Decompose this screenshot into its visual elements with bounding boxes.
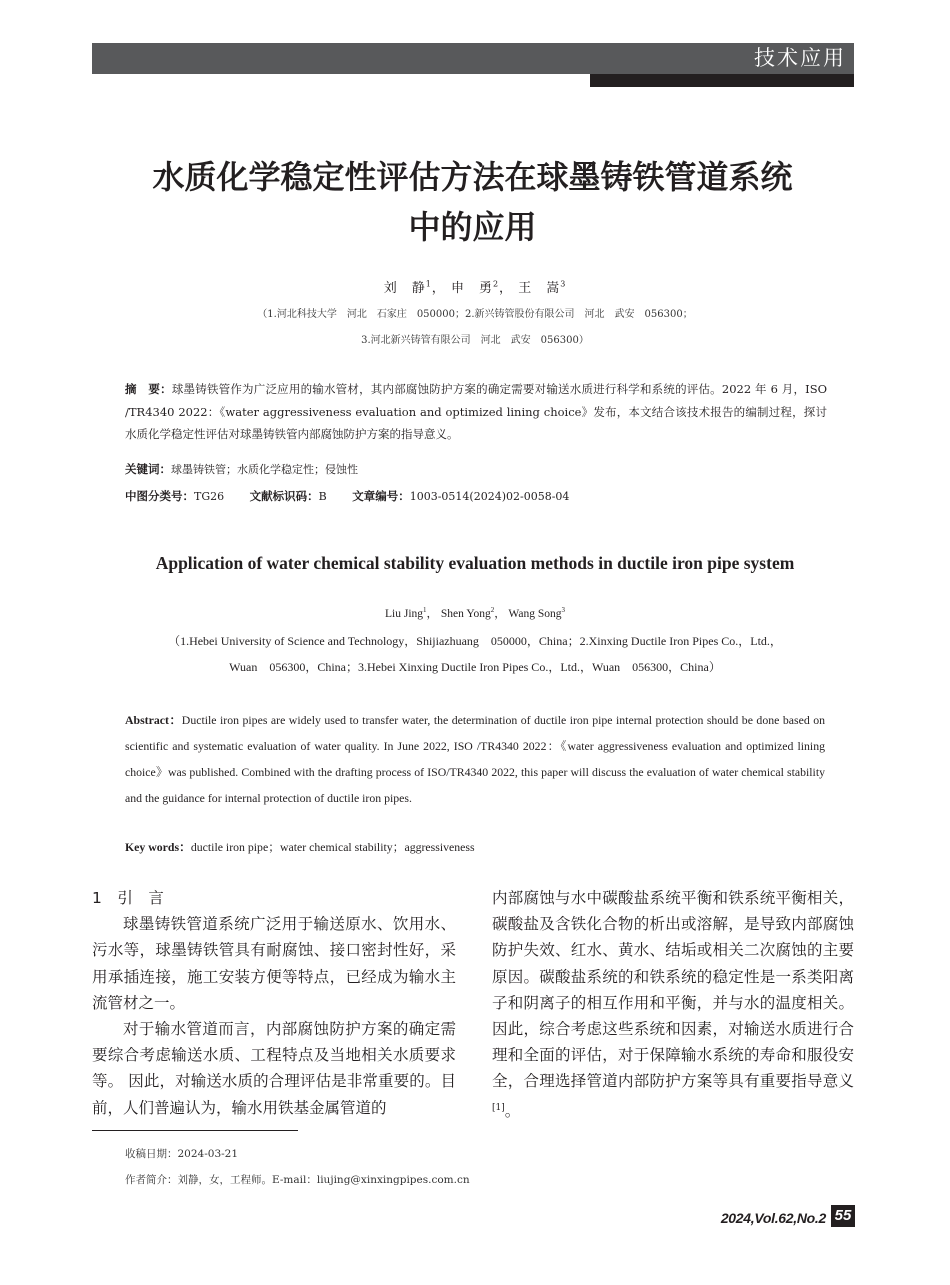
page-number: 55 xyxy=(831,1205,855,1227)
footnote-rule xyxy=(92,1130,298,1131)
affiliation-en-line-1: （1.Hebei University of Science and Technology，Shijiazhuang 050000，China；2.Xinxing Ductile Iron Pipes Co.，Ltd.， xyxy=(168,634,782,648)
keywords-cn xyxy=(125,461,358,477)
author-en-sup: 1 xyxy=(423,606,427,615)
section-heading: 1 引 言 xyxy=(92,889,164,907)
author-name: 申 勇 xyxy=(450,281,493,296)
title-line-2: 中的应用 xyxy=(408,208,537,246)
author-name: 刘 静 xyxy=(383,281,426,296)
doc-code-value: B xyxy=(318,490,327,503)
section-label: 技术应用 xyxy=(754,46,846,70)
journal-issue: 2024,Vol.62,No.2 xyxy=(720,1210,826,1226)
author-en-sup: 2 xyxy=(490,606,495,615)
author-en-sup: 3 xyxy=(561,606,565,615)
footnote-received: 收稿日期：2024-03-21 xyxy=(125,1148,239,1160)
body-paragraph-text: 内部腐蚀与水中碳酸盐系统平衡和铁系统平衡相关，碳酸盐及含铁化合物的析出或溶解，是导致内部腐蚀防护失效、红水、黄水、结垢或相关二次腐蚀的主要原因。碳酸盐系统的和铁系统的稳定性是一系类阳离子和阴离子的相互作用和平衡，并与水的温度相关。因此，综合考虑这些系统和因素，对输送水质进行合理和全面的评估，对于保障输水系统的寿命和服役安全，合理选择管道内部防护方案等具有重要指导意义 xyxy=(492,889,854,1091)
body-column-right xyxy=(492,885,854,1124)
affiliation-en-line-2: Wuan 056300，China；3.Hebei Xinxing Ductile Iron Pipes Co.，Ltd.，Wuan 056300，China） xyxy=(229,660,721,674)
title-line-1: 水质化学稳定性评估方法在球墨铸铁管道系统 xyxy=(152,158,793,196)
author-en-name: Liu Jing xyxy=(385,608,424,620)
abstract-cn-label: 摘 要： xyxy=(125,382,172,396)
abstract-en xyxy=(125,707,825,811)
clc-label: 中图分类号： xyxy=(125,489,194,503)
body-paragraph: 球墨铸铁管道系统广泛用于输送原水、饮用水、污水等，球墨铸铁管具有耐腐蚀、接口密封性好，采用承插连接，施工安装方便等特点，已经成为输水主流管材之一。 xyxy=(92,915,456,1012)
doc-code-label: 文献标识码： xyxy=(249,489,319,503)
author-sup: 3 xyxy=(560,279,567,289)
keywords-cn-text: 球墨铸铁管；水质化学稳定性；侵蚀性 xyxy=(171,463,358,476)
abstract-en-label: Abstract： xyxy=(125,713,182,727)
body-paragraph: 对于输水管道而言，内部腐蚀防护方案的确定需要综合考虑输送水质、工程特点及当地相关水质要求等。 因此，对输送水质的合理评估是非常重要的。目前，人们普遍认为，输水用铁基金属管道的 xyxy=(92,1020,456,1117)
classification-line xyxy=(125,488,569,504)
affiliation-cn-line-1: （1.河北科技大学 河北 石家庄 050000；2.新兴铸管股份有限公司 河北 武安 056300； xyxy=(257,309,693,320)
paper-title xyxy=(90,152,855,252)
keywords-en-label: Key words： xyxy=(125,840,191,854)
body-paragraph-end: 。 xyxy=(504,1101,521,1120)
header-accent-bar xyxy=(590,74,854,87)
keywords-cn-label: 关键词： xyxy=(125,462,171,476)
article-no-value: 1003-0514(2024)02-0058-04 xyxy=(409,490,570,503)
author-sup: 2 xyxy=(492,279,500,289)
clc-value: TG26 xyxy=(194,490,225,503)
authors-cn: 刘 静$^1$， 申 勇$^2$， 王 嵩$^3$ xyxy=(383,279,567,296)
footnote-author-bio: 作者简介：刘静，女，工程师。E-mail：liujing@xinxingpipes.com.cn xyxy=(125,1174,470,1186)
authors-en: Liu Jing$^1$， Shen Yong$^2$， Wang Song$^3$ xyxy=(385,606,565,620)
author-en-name: Wang Song xyxy=(508,608,562,620)
citation-link[interactable]: [1] xyxy=(492,1102,505,1113)
body-column-left xyxy=(92,885,456,1121)
abstract-cn xyxy=(125,378,827,446)
article-no-label: 文章编号： xyxy=(352,489,410,503)
keywords-en xyxy=(125,838,475,855)
keywords-en-text: ductile iron pipe；water chemical stability；aggressiveness xyxy=(190,840,475,854)
abstract-en-text: Ductile iron pipes are widely used to transfer water, the determination of ductile iron pipe internal protection should be done based on scientific and systematic evaluation of water quality. In June 2022, ISO /TR4340 2022：《water aggressiveness evaluation and optimized lining choice》was published. Combined with the drafting process of ISO/TR4340 2022, this paper will discuss the evaluation of water chemical stability and the guidance for internal protection of ductile iron pipes. xyxy=(125,713,826,805)
abstract-cn-text: 球墨铸铁管作为广泛应用的输水管材，其内部腐蚀防护方案的确定需要对输送水质进行科学和系统的评估。2022 年 6 月，ISO /TR4340 2022：《water aggressiveness evaluation and optimized lining choice》发布，本文结合该技术报告的编制过程，探讨水质化学稳定性评估对球墨铸铁管内部腐蚀防护方案的指导意义。 xyxy=(125,382,828,441)
author-en-name: Shen Yong xyxy=(440,608,491,620)
body-paragraph xyxy=(492,885,854,1124)
author-sup: 1 xyxy=(425,279,432,289)
header-band xyxy=(92,43,854,74)
affiliation-cn-line-2: 3.河北新兴铸管有限公司 河北 武安 056300） xyxy=(361,335,589,346)
author-name: 王 嵩 xyxy=(518,281,561,296)
english-title: Application of water chemical stability evaluation methods in ductile iron pipe system xyxy=(155,553,795,573)
